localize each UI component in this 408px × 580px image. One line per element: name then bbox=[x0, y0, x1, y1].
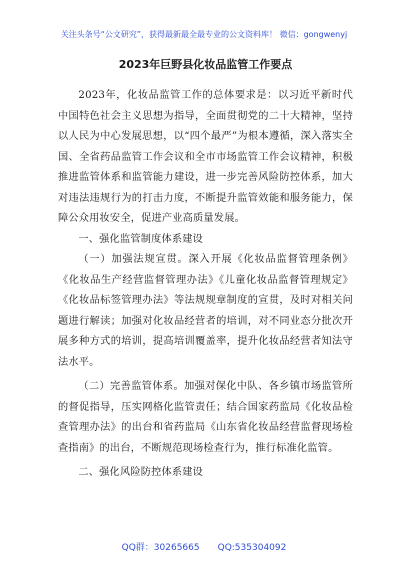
item-paragraph-1: （一）加强法规宣贯。深入开展《化妆品监督管理条例》《化妆品生产经营监督管理办法》《儿童化妆品监督管理规定》《化妆品标签管理办法》等法规规章制度的宣贯，及时对相关问题进行解读；加强对化妆品经营者的培训，对不同业态分批次开展多种方式的培训，提高培训覆盖率，提升化妆品经营者知法守法水平。 bbox=[58, 254, 353, 368]
header-promo-banner: 关注头条号“公文研究”，获得最新最全最专业的公文资料库！ 微信：gongwenyj bbox=[60, 30, 348, 39]
section-heading-1: 一、强化监管制度体系建设 bbox=[78, 233, 204, 245]
footer-contact-banner bbox=[0, 540, 408, 553]
document-title: 2023年巨野县化妆品监管工作要点 bbox=[118, 58, 293, 71]
qq-group-text: QQ群：30265665 bbox=[121, 543, 200, 553]
document-body bbox=[58, 56, 353, 484]
qq-text: QQ:535304092 bbox=[217, 543, 287, 553]
section-heading-2: 二、强化风险防控体系建设 bbox=[78, 467, 204, 478]
intro-paragraph: 2023年，化妆品监管工作的总体要求是：以习近平新时代中国特色社会主义思想为指导，全面贯彻党的二十大精神，坚持以人民为中心发展思想，以“四个最严”为根本遵循，深入落实全国、全省药品监管工作会议和全市市场监管工作会议精神，积极推进监管体系和监管能力建设，进一步完善风险防控体系，加大对违法违规行为的打击力度，不断提升监管效能和服务能力，保障公众用妆安全，促进产业高质量发展。 bbox=[58, 90, 353, 224]
item-paragraph-2: （二）完善监管体系。加强对保化中队、各乡镇市场监管所的督促指导，压实网格化监管责任；结合国家药监局《化妆品检查管理办法》的出台和省药监局《山东省化妆品经营监督现场检查指南》的出台，不断规范现场检查行为，推行标准化监管。 bbox=[58, 381, 353, 454]
